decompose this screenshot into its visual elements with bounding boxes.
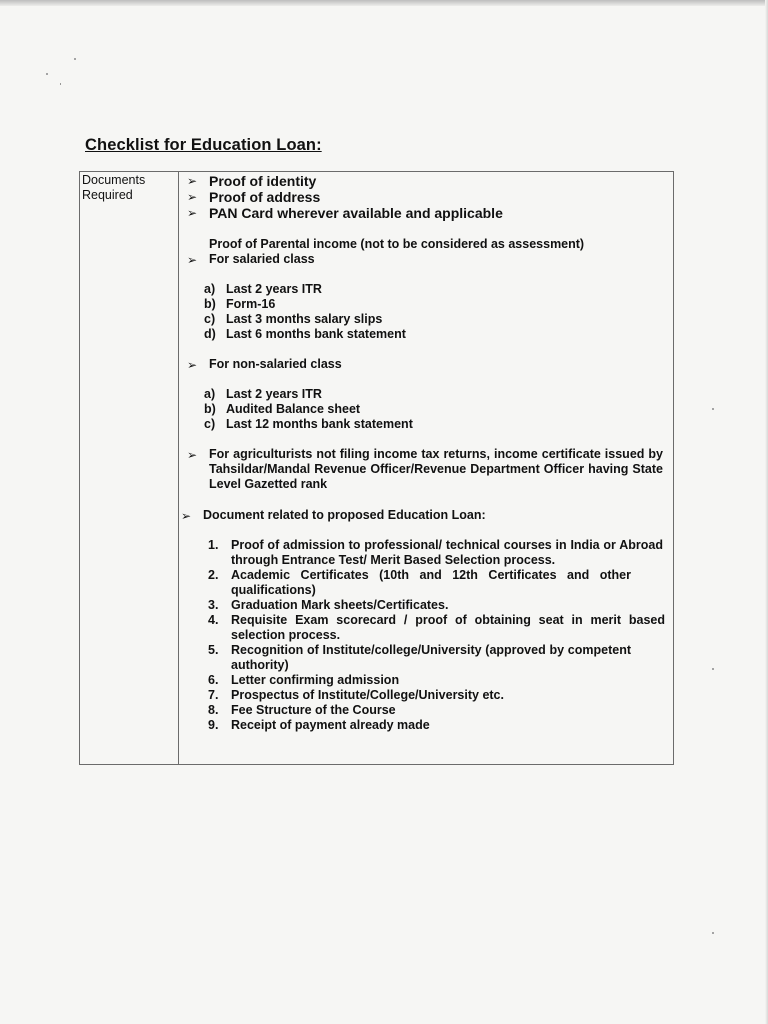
list-marker: a) <box>204 282 216 296</box>
list-marker: 4. <box>208 613 219 627</box>
education-docs-heading: Document related to proposed Education Loan: <box>203 508 486 522</box>
salaried-item: Form-16 <box>226 297 276 311</box>
education-doc-item: Receipt of payment already made <box>231 718 430 732</box>
identity-item: PAN Card wherever available and applicable <box>209 205 503 221</box>
scan-speck <box>712 408 714 410</box>
identity-item: Proof of address <box>209 189 321 205</box>
documents-required-label: Documents Required <box>82 173 146 202</box>
salaried-heading: For salaried class <box>209 252 315 266</box>
non-salaried-item: Audited Balance sheet <box>226 402 361 416</box>
list-marker: c) <box>204 312 216 326</box>
list-marker: 3. <box>208 598 219 612</box>
education-doc-item: Graduation Mark sheets/Certificates. <box>231 598 449 612</box>
education-doc-item: Recognition of Institute/college/University (approved by competent authority) <box>231 643 631 672</box>
education-doc-item: Fee Structure of the Course <box>231 703 396 717</box>
salaried-item: Last 3 months salary slips <box>226 312 383 326</box>
education-doc-item: Proof of admission to professional/ technical courses in India or Abroad through Entrance Test/ Merit Based Selection process. <box>231 538 663 567</box>
education-doc-item: Requisite Exam scorecard / proof of obtaining seat in merit based selection process. <box>231 613 665 642</box>
page-title: Checklist for Education Loan: <box>85 136 322 154</box>
arrow-bullet-icon: ➢ <box>187 190 198 204</box>
parental-income-note: Proof of Parental income (not to be considered as assessment) <box>209 237 585 251</box>
scan-speck <box>712 668 714 670</box>
arrow-bullet-icon: ➢ <box>187 253 198 267</box>
scan-speck <box>74 58 76 60</box>
non-salaried-heading: For non-salaried class <box>209 357 342 371</box>
list-marker: 5. <box>208 643 219 657</box>
scan-top-edge <box>0 0 768 6</box>
identity-item: Proof of identity <box>209 173 317 189</box>
agriculturists-note: For agriculturists not filing income tax returns, income certificate issued by Tahsildar/Mandal Revenue Officer/Revenue Department Officer having State Level Gazetted rank <box>209 447 663 491</box>
list-marker: c) <box>204 417 216 431</box>
arrow-bullet-icon: ➢ <box>187 358 198 372</box>
list-marker: 8. <box>208 703 219 717</box>
non-salaried-item: Last 2 years ITR <box>226 387 322 401</box>
scan-speck <box>46 73 48 75</box>
scan-speck <box>712 932 714 934</box>
list-marker: a) <box>204 387 216 401</box>
education-doc-item: Letter confirming admission <box>231 673 400 687</box>
non-salaried-item: Last 12 months bank statement <box>226 417 413 431</box>
requirements-cell <box>80 172 673 764</box>
education-doc-item: Prospectus of Institute/College/University etc. <box>231 688 504 702</box>
salaried-item: Last 2 years ITR <box>226 282 322 296</box>
list-marker: 7. <box>208 688 219 702</box>
list-marker: 9. <box>208 718 219 732</box>
checklist-table <box>79 171 674 765</box>
education-doc-item: Academic Certificates (10th and 12th Certificates and other qualifications) <box>231 568 631 597</box>
list-marker: b) <box>204 402 216 416</box>
arrow-bullet-icon: ➢ <box>181 509 192 523</box>
salaried-item: Last 6 months bank statement <box>226 327 406 341</box>
arrow-bullet-icon: ➢ <box>187 206 198 220</box>
list-marker: d) <box>204 327 216 341</box>
arrow-bullet-icon: ➢ <box>187 448 198 462</box>
list-marker: 2. <box>208 568 219 582</box>
list-marker: b) <box>204 297 216 311</box>
list-marker: 1. <box>208 538 219 552</box>
list-marker: 6. <box>208 673 219 687</box>
arrow-bullet-icon: ➢ <box>187 174 198 188</box>
scan-speck <box>60 83 61 85</box>
